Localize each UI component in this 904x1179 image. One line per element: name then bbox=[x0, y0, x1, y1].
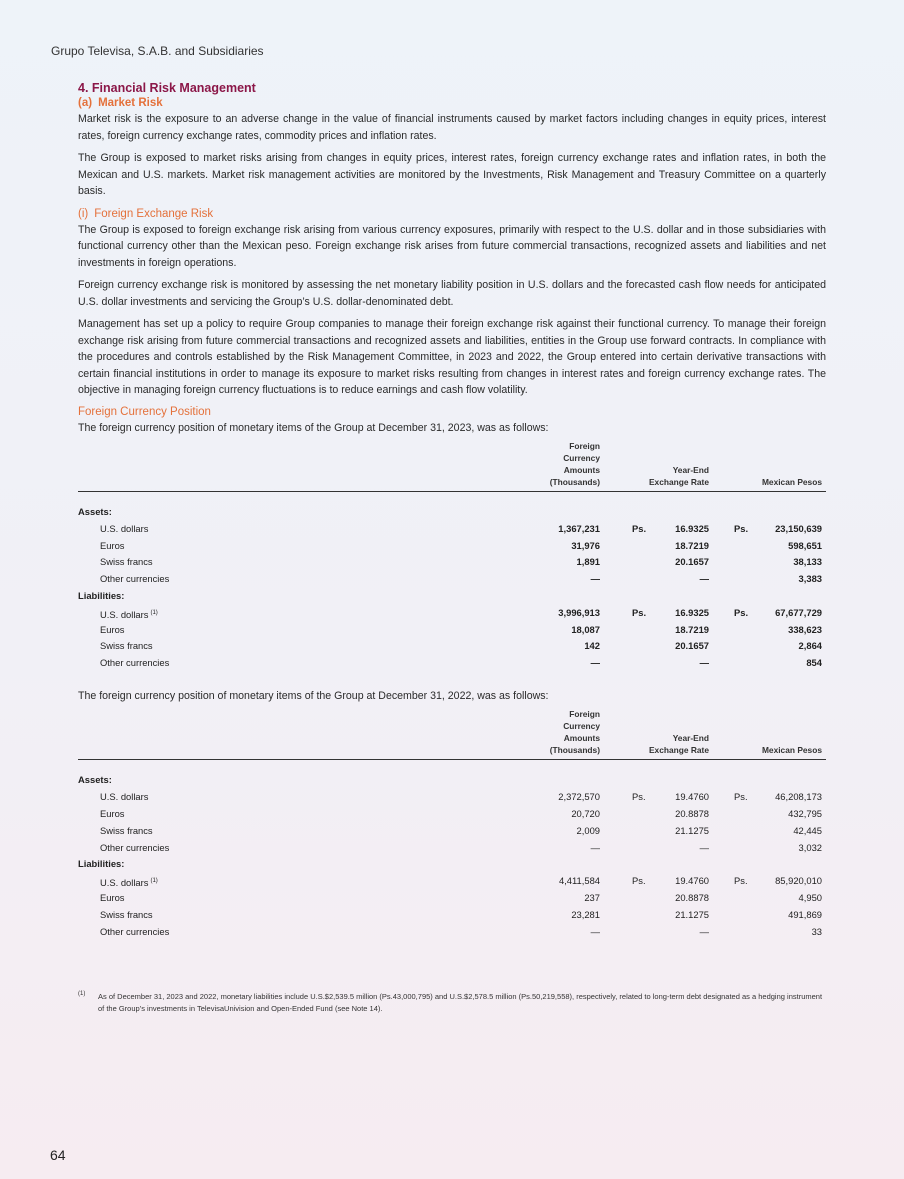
header-line: Year-End bbox=[672, 733, 709, 744]
cell-rate: — bbox=[699, 573, 709, 585]
cell-fc: — bbox=[590, 841, 600, 853]
page-number: 64 bbox=[50, 1147, 66, 1163]
table-section-assets bbox=[78, 504, 826, 521]
cell-rate: 18.7219 bbox=[675, 539, 709, 551]
header-line: Exchange Rate bbox=[648, 745, 709, 756]
table-header bbox=[78, 442, 826, 492]
cell-rate: 21.1275 bbox=[675, 824, 709, 836]
row-label: Assets: bbox=[78, 506, 112, 517]
row-label: Swiss francs bbox=[100, 556, 153, 568]
row-label: Liabilities: bbox=[78, 858, 125, 870]
row-label-text: U.S. dollars bbox=[100, 608, 149, 620]
paragraph-market-risk-exposure: The Group is exposed to market risks arising from changes in equity prices, interest rates, foreign currency exchange rates and inflation rates, in both the Mexican and U.S. markets. Market risk management activities are monitored by the Investments, Risk Management and Treasury Committee on a quarterly basis. bbox=[78, 152, 826, 197]
table-row bbox=[78, 840, 826, 857]
cell-fc: 237 bbox=[584, 892, 600, 904]
cell-mx: 338,623 bbox=[788, 623, 822, 635]
table-row bbox=[78, 655, 826, 672]
table-2022-intro: The foreign currency position of monetary items of the Group at December 31, 2022, was as follows: bbox=[78, 689, 549, 702]
cell-fc: 142 bbox=[584, 640, 600, 652]
table-row bbox=[78, 538, 826, 555]
table-row bbox=[78, 806, 826, 823]
cell-fc: 4,411,584 bbox=[558, 875, 600, 887]
table-header bbox=[78, 710, 826, 760]
table-row bbox=[78, 622, 826, 639]
footnote-text: As of December 31, 2023 and 2022, monetary liabilities include U.S.$2,539.5 million (Ps.43,000,795) and U.S.$2,578.5 million (Ps.50,219,558), respectively, related to long-term debt designated as a hedging instrument of the Group’s investments in TelevisaUnivision and Open-Ended Fund (see Note 14). bbox=[98, 992, 823, 1013]
cell-rate: 20.8878 bbox=[675, 892, 709, 904]
cell-mx: 38,133 bbox=[793, 556, 822, 568]
cell-ps: Ps. bbox=[632, 522, 647, 534]
paragraph-fx-exposure: The Group is exposed to foreign exchange risk arising from various currency exposures, primarily with respect to the U.S. dollar and in those subsidiaries with functional currency other than the Mexican peso. Foreign exchange risk arises from future commercial transactions, recognized assets and liabilities and net investments in foreign operations. bbox=[78, 223, 826, 269]
footnote-ref: (1) bbox=[150, 878, 158, 885]
cell-fc: 20,720 bbox=[571, 808, 600, 820]
cell-fc: 31,976 bbox=[571, 539, 600, 551]
table-row bbox=[78, 554, 826, 571]
header-line: Foreign bbox=[569, 709, 600, 720]
cell-ps: Ps. bbox=[734, 875, 748, 887]
company-header: Grupo Televisa, S.A.B. and Subsidiaries bbox=[51, 44, 264, 58]
header-exchange-rate bbox=[629, 464, 709, 488]
header-mexican-pesos: Mexican Pesos bbox=[761, 745, 822, 756]
header-foreign-currency-amounts bbox=[520, 440, 600, 488]
table-row bbox=[78, 823, 826, 840]
cell-rate: 16.9325 bbox=[675, 606, 709, 618]
cell-rate: 21.1275 bbox=[675, 908, 709, 920]
cell-mx: 33 bbox=[811, 925, 822, 937]
cell-mx: 46,208,173 bbox=[775, 791, 822, 803]
table-row bbox=[78, 789, 826, 806]
header-line: Amounts bbox=[563, 733, 600, 744]
row-label: Euros bbox=[100, 539, 125, 551]
cell-rate: 20.8878 bbox=[675, 808, 709, 820]
row-label: Other currencies bbox=[100, 657, 170, 669]
cell-mx: 491,869 bbox=[788, 908, 822, 920]
cell-fc: 1,367,231 bbox=[558, 522, 600, 534]
subsection-label: Market Risk bbox=[98, 97, 163, 109]
cell-mx: 3,032 bbox=[798, 841, 822, 853]
cell-fc: — bbox=[590, 573, 600, 585]
footnote bbox=[78, 991, 826, 1014]
subsection-number: (i) bbox=[78, 207, 89, 220]
fx-position-table-2022 bbox=[78, 710, 826, 940]
cell-rate: — bbox=[699, 841, 709, 853]
header-line: Currency bbox=[563, 721, 600, 732]
cell-mx: 85,920,010 bbox=[775, 875, 822, 887]
cell-mx: 67,677,729 bbox=[775, 606, 822, 618]
header-mexican-pesos: Mexican Pesos bbox=[761, 477, 822, 487]
cell-ps: Ps. bbox=[632, 606, 647, 618]
row-label: U.S. dollars bbox=[100, 522, 149, 534]
cell-rate: — bbox=[699, 925, 709, 937]
row-label: U.S. dollars bbox=[100, 791, 149, 803]
table-row bbox=[78, 638, 826, 655]
row-label: Swiss francs bbox=[100, 640, 153, 652]
cell-rate: 18.7219 bbox=[675, 623, 709, 635]
cell-rate: 16.9325 bbox=[675, 522, 709, 534]
header-line: Exchange Rate bbox=[648, 477, 709, 487]
table-row bbox=[78, 605, 826, 622]
header-foreign-currency-amounts bbox=[520, 708, 600, 756]
subsection-title-fx-risk bbox=[78, 207, 826, 222]
table-row bbox=[78, 890, 826, 907]
header-line: (Thousands) bbox=[549, 745, 600, 756]
paragraph-fx-policy: Management has set up a policy to require Group companies to manage their foreign exchange risk against their functional currency. To manage their foreign exchange risk arising from future commercial transactions and recognized assets and liabilities, entities in the Group use forward contracts. In compliance with the procedures and controls established by the Risk Management Committee, in 2023 and 2022, the Group entered into certain derivative transactions with certain financial institutions in order to manage its exposure to market risks resulting from changes in interest rates and foreign currency exchange rates. The objective in managing foreign currency fluctuations is to reduce earnings and cash flow volatility. bbox=[78, 318, 826, 396]
header-line: (Thousands) bbox=[549, 477, 600, 487]
cell-ps: Ps. bbox=[632, 791, 646, 803]
header-line: Amounts bbox=[563, 465, 600, 475]
subsection-title-market-risk bbox=[78, 96, 826, 111]
footnote-ref: (1) bbox=[150, 609, 158, 616]
main-content bbox=[78, 81, 826, 940]
row-label: Euros bbox=[100, 623, 125, 635]
header-line: Currency bbox=[563, 453, 600, 463]
cell-fc: — bbox=[590, 925, 600, 937]
table-row bbox=[78, 521, 826, 538]
row-label: Swiss francs bbox=[100, 824, 153, 836]
header-line: Year-End bbox=[672, 465, 709, 475]
section-title: 4. Financial Risk Management bbox=[78, 81, 256, 95]
cell-mx: 2,864 bbox=[798, 640, 822, 652]
table-2023-intro: The foreign currency position of monetary items of the Group at December 31, 2023, was as follows: bbox=[78, 421, 549, 434]
row-label: Euros bbox=[100, 808, 125, 820]
row-label: Swiss francs bbox=[100, 908, 153, 920]
paragraph-market-risk-def: Market risk is the exposure to an adverse change in the value of financial instruments caused by market factors including changes in equity prices, interest rates, foreign currency exchange rates, commodity prices and inflation rates. bbox=[78, 113, 826, 142]
table-section-liabilities bbox=[78, 588, 826, 605]
cell-mx: 4,950 bbox=[798, 892, 822, 904]
row-label: Liabilities: bbox=[78, 589, 125, 601]
cell-mx: 432,795 bbox=[788, 808, 822, 820]
table-row bbox=[78, 571, 826, 588]
cell-fc: — bbox=[590, 657, 600, 669]
cell-ps: Ps. bbox=[734, 791, 748, 803]
cell-rate: 19.4760 bbox=[675, 875, 709, 887]
cell-fc: 18,087 bbox=[571, 623, 600, 635]
cell-mx: 23,150,639 bbox=[775, 522, 822, 534]
header-line: Foreign bbox=[569, 441, 600, 451]
cell-rate: 19.4760 bbox=[675, 791, 709, 803]
table-row bbox=[78, 924, 826, 941]
cell-mx: 854 bbox=[806, 657, 822, 669]
table-row bbox=[78, 873, 826, 890]
cell-ps: Ps. bbox=[734, 522, 749, 534]
fx-position-table-2023 bbox=[78, 442, 826, 672]
paragraph-fx-monitoring: Foreign currency exchange risk is monitored by assessing the net monetary liability position in U.S. dollars and the forecasted cash flow needs for anticipated U.S. dollar investments and servicing the Group’s U.S. dollar-denominated debt. bbox=[78, 279, 826, 308]
footnote-mark: (1) bbox=[78, 991, 86, 997]
cell-fc: 2,372,570 bbox=[558, 791, 600, 803]
row-label: Euros bbox=[100, 892, 125, 904]
table-section-assets bbox=[78, 772, 826, 789]
row-label: Other currencies bbox=[100, 573, 170, 585]
cell-ps: Ps. bbox=[734, 606, 749, 618]
cell-rate: — bbox=[699, 657, 709, 669]
subsection-number: (a) bbox=[78, 97, 93, 109]
row-label-text: U.S. dollars bbox=[100, 877, 149, 889]
cell-mx: 598,651 bbox=[788, 539, 822, 551]
header-exchange-rate bbox=[629, 732, 709, 756]
table-row bbox=[78, 907, 826, 924]
cell-rate: 20.1657 bbox=[675, 556, 709, 568]
foreign-currency-position-title: Foreign Currency Position bbox=[78, 405, 211, 418]
cell-mx: 42,445 bbox=[793, 824, 822, 836]
cell-fc: 23,281 bbox=[571, 908, 600, 920]
table-section-liabilities bbox=[78, 856, 826, 873]
cell-fc: 2,009 bbox=[576, 824, 600, 836]
cell-rate: 20.1657 bbox=[675, 640, 709, 652]
cell-mx: 3,383 bbox=[798, 573, 822, 585]
row-label: Other currencies bbox=[100, 925, 170, 937]
subsection-label: Foreign Exchange Risk bbox=[94, 207, 214, 220]
cell-fc: 3,996,913 bbox=[558, 606, 600, 618]
cell-ps: Ps. bbox=[632, 875, 646, 887]
row-label: Other currencies bbox=[100, 841, 170, 853]
cell-fc: 1,891 bbox=[576, 556, 600, 568]
row-label: Assets: bbox=[78, 774, 112, 786]
